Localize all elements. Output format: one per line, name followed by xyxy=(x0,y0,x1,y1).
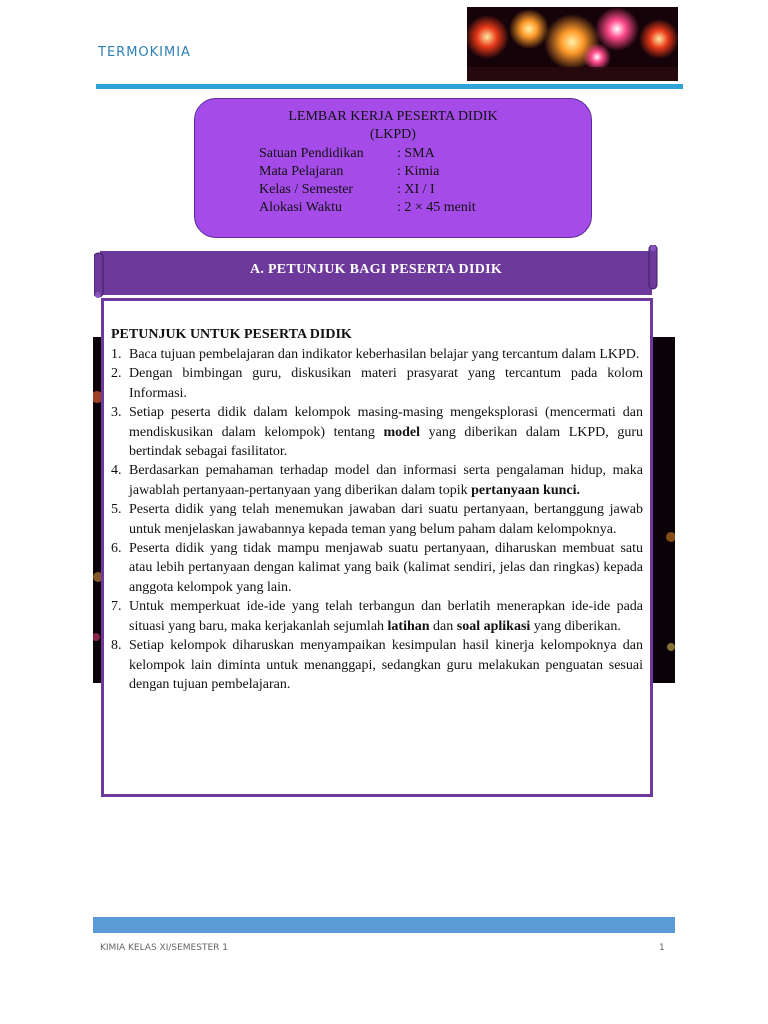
footer-bar xyxy=(93,917,675,933)
list-item-number: 3. xyxy=(111,405,122,421)
section-heading: A. PETUNJUK BAGI PESERTA DIDIK xyxy=(249,262,503,277)
list-item-text: yang diberikan. xyxy=(530,618,621,634)
list-item-number: 8. xyxy=(111,638,122,654)
document-header-title: TERMOKIMIA xyxy=(98,45,191,60)
page-number: 1 xyxy=(659,943,665,953)
info-value: : SMA xyxy=(397,146,435,161)
list-item xyxy=(111,461,643,500)
list-item-text: Dengan bimbingan guru, diskusikan materi prasyarat yang tercantum pada kolom Informasi. xyxy=(129,366,643,401)
info-label: Alokasi Waktu xyxy=(259,200,342,215)
list-item-number: 5. xyxy=(111,502,122,518)
list-item-text: Peserta didik yang telah menemukan jawaban dari suatu pertanyaan, bertanggung jawab untuk menjelaskan jawabannya kepada teman yang belum paham dalam kelompoknya. xyxy=(129,502,643,537)
list-item-text: Untuk memperkuat ide-ide yang telah terbangun dan berlatih menerapkan ide-ide pada situasi yang baru, maka kerjakanlah sejumlah xyxy=(129,599,643,634)
list-item-number: 4. xyxy=(111,463,122,479)
list-item-text: Setiap kelompok diharuskan menyampaikan kesimpulan hasil kinerja kelompoknya dan kelompok lain diminta untuk menanggapi, sedangkan guru melakukan penguatan sesuai dengan tujuan pembelajaran. xyxy=(129,638,643,692)
list-item-number: 7. xyxy=(111,599,122,615)
list-item-text: Berdasarkan pemahaman terhadap model dan informasi serta pengalaman hidup, maka jawablah pertanyaan-pertanyaan yang diberikan dalam topik xyxy=(129,463,643,498)
info-label: Satuan Pendidikan xyxy=(259,146,364,161)
list-item-bold-text: pertanyaan kunci. xyxy=(471,482,580,498)
list-item xyxy=(111,403,643,461)
list-item xyxy=(111,345,643,364)
list-item-number: 2. xyxy=(111,366,122,382)
info-value: : Kimia xyxy=(397,164,440,179)
info-subtitle: (LKPD) xyxy=(370,127,416,142)
info-title: LEMBAR KERJA PESERTA DIDIK xyxy=(288,109,498,124)
list-item xyxy=(111,636,643,694)
list-item xyxy=(111,539,643,597)
info-label: Kelas / Semester xyxy=(259,182,354,197)
list-item-text: dan xyxy=(429,618,457,634)
list-item-text: yang diberikan dalam LKPD, guru bertindak sebagai fasilitator. xyxy=(129,424,644,460)
fireworks-header-image xyxy=(467,7,678,81)
list-item xyxy=(111,597,643,636)
header-divider xyxy=(96,84,683,89)
info-value: : 2 × 45 menit xyxy=(397,200,476,215)
info-label: Mata Pelajaran xyxy=(259,164,344,179)
lkpd-info-box xyxy=(194,98,592,238)
list-item-text: Peserta didik yang tidak mampu menjawab suatu pertanyaan, diharuskan membuat satu atau lebih pertanyaan dengan kalimat yang baik (kalimat sendiri, jelas dan ringkas) kepada anggota kelompok yang lain. xyxy=(129,541,643,595)
list-item-text: Baca tujuan pembelajaran dan indikator keberhasilan belajar yang tercantum dalam LKPD. xyxy=(129,347,640,362)
footer-label: KIMIA KELAS XI/SEMESTER 1 xyxy=(100,943,228,953)
instructions-list xyxy=(111,345,643,694)
list-item-number: 6. xyxy=(111,541,122,557)
list-item-bold-text: soal aplikasi xyxy=(456,618,531,634)
info-value: : XI / I xyxy=(397,182,435,197)
list-item-bold-text: model xyxy=(383,424,421,440)
instructions-title: PETUNJUK UNTUK PESERTA DIDIK xyxy=(111,327,352,342)
list-item xyxy=(111,500,643,539)
list-item-text: Setiap peserta didik dalam kelompok masing-masing mengeksplorasi (mencermati dan mendiskusikan dalam kelompok) tentang xyxy=(129,405,643,440)
list-item-bold-text: latihan xyxy=(387,618,430,634)
list-item-number: 1. xyxy=(111,347,122,362)
list-item xyxy=(111,364,643,403)
